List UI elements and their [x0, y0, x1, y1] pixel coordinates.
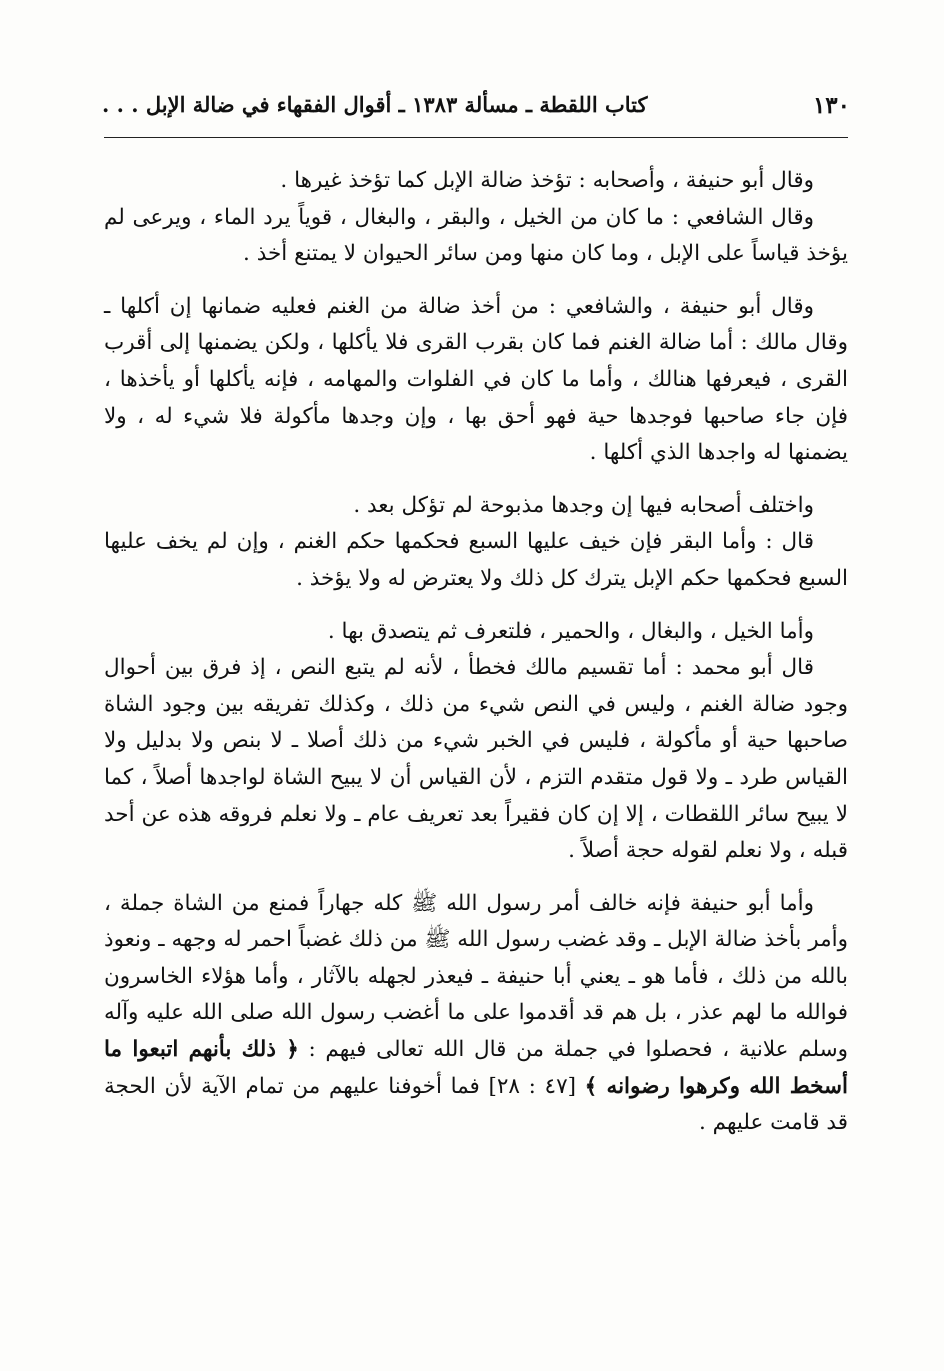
body-text	[104, 163, 848, 1142]
paragraph-5: قال : وأما البقر فإن خيف عليها السبع فحكمها حكم الغنم ، وإن لم يخف عليها السبع فحكمها حكم الإبل يترك كل ذلك ولا يعترض له ولا يؤخذ .	[104, 529, 848, 591]
running-title: كتاب اللقطة ـ مسألة ١٣٨٣ ـ أقوال الفقهاء في ضالة الإبل . . .	[102, 92, 648, 117]
running-header	[102, 88, 850, 132]
paragraph-6: وأما الخيل ، والبغال ، والحمير ، فلتعرف ثم يتصدق بها .	[327, 618, 814, 644]
paragraph-1: وقال أبو حنيفة ، وأصحابه : تؤخذ ضالة الإبل كما تؤخذ غيرها .	[280, 168, 814, 193]
quran-quote: ﴿ ذلك بأنهم اتبعوا ما أسخط الله وكرهوا رضوانه ﴾	[104, 1037, 848, 1099]
paragraph-gap	[104, 472, 848, 488]
paragraph-gap	[104, 273, 848, 289]
page-number: ١٣٠	[812, 92, 850, 119]
paragraph-8-text: وأما أبو حنيفة فإنه خالف أمر رسول الله ﷺ كله جهاراً فمنع من الشاة جملة ، وأمر بأخذ ضالة الإبل ـ وقد غضب رسول الله ﷺ من ذلك غضباً احمر له وجهه ـ ونعوذ بالله من ذلك ، فأما هو ـ يعني أبا حنيفة ـ فيعذر لجهله بالآثار ، وأما هؤلاء الخاسرون فوالله ما لهم عذر ، بل هم قد أقدموا على ما أغضب رسول الله صلى الله عليه وآله وسلم علانية ، فحصلوا في جملة من قال الله تعالى فيهم :	[104, 890, 848, 1063]
quran-reference: [٤٧ : ٢٨]	[488, 1073, 577, 1099]
paragraph-3: وقال أبو حنيفة ، والشافعي : من أخذ ضالة من الغنم فعليه ضمانها إن أكلها ـ وقال مالك : أما ضالة الغنم فما كان بقرب القرى فلا يأكلها ، ولكن يضمنها إلى أقرب القرى ، فيعرفها هنالك ، وأما ما كان في الفلوات والمهامه ، فإنه يأكلها أو يأخذها ، فإن جاء صاحبها فوجدها حية فهو أحق بها ، وإن وجدها مأكولة فلا شيء له ، ولا يضمنها له واجدها الذي أكلها .	[104, 293, 848, 466]
paragraph-4: واختلف أصحابه فيها إن وجدها مذبوحة لم تؤكل بعد .	[353, 492, 814, 518]
paragraph-gap	[104, 870, 848, 886]
paragraph-8	[104, 886, 848, 1142]
paragraph-7: قال أبو محمد : أما تقسيم مالك فخطأ ، لأنه لم يتبع النص ، إذ فرق بين أحوال وجود ضالة الغنم ، وليس في النص شيء من ذلك ، وكذلك تفريقه بين وجود الشاة صاحبها حية أو مأكولة ، فليس في الخبر شيء من ذلك أصلا ـ لا بنص ولا بدليل ولا القياس طرد ـ ولا قول متقدم التزم ، لأن القياس أن لا يبيح الشاة لواجدها أصلاً ، كما لا يبيح سائر اللقطات ، إلا إن كان فقيراً بعد تعريف عام ـ ولا نعلم فروقه هذه عن أحد قبله ، ولا نعلم لقوله حجة أصلاً .	[104, 655, 848, 864]
closing-text: فما أخوفنا عليهم من تمام الآية لأن الحجة قد قامت عليهم .	[104, 1073, 848, 1136]
header-rule	[104, 137, 848, 138]
paragraph-gap	[104, 598, 848, 614]
paragraph-2: وقال الشافعي : ما كان من الخيل ، والبقر ، والبغال ، قوياً يرد الماء ، ويرعى لم يؤخذ قياساً على الإبل ، وما كان منها ومن سائر الحيوان لا يمتنع أخذ .	[104, 204, 848, 267]
